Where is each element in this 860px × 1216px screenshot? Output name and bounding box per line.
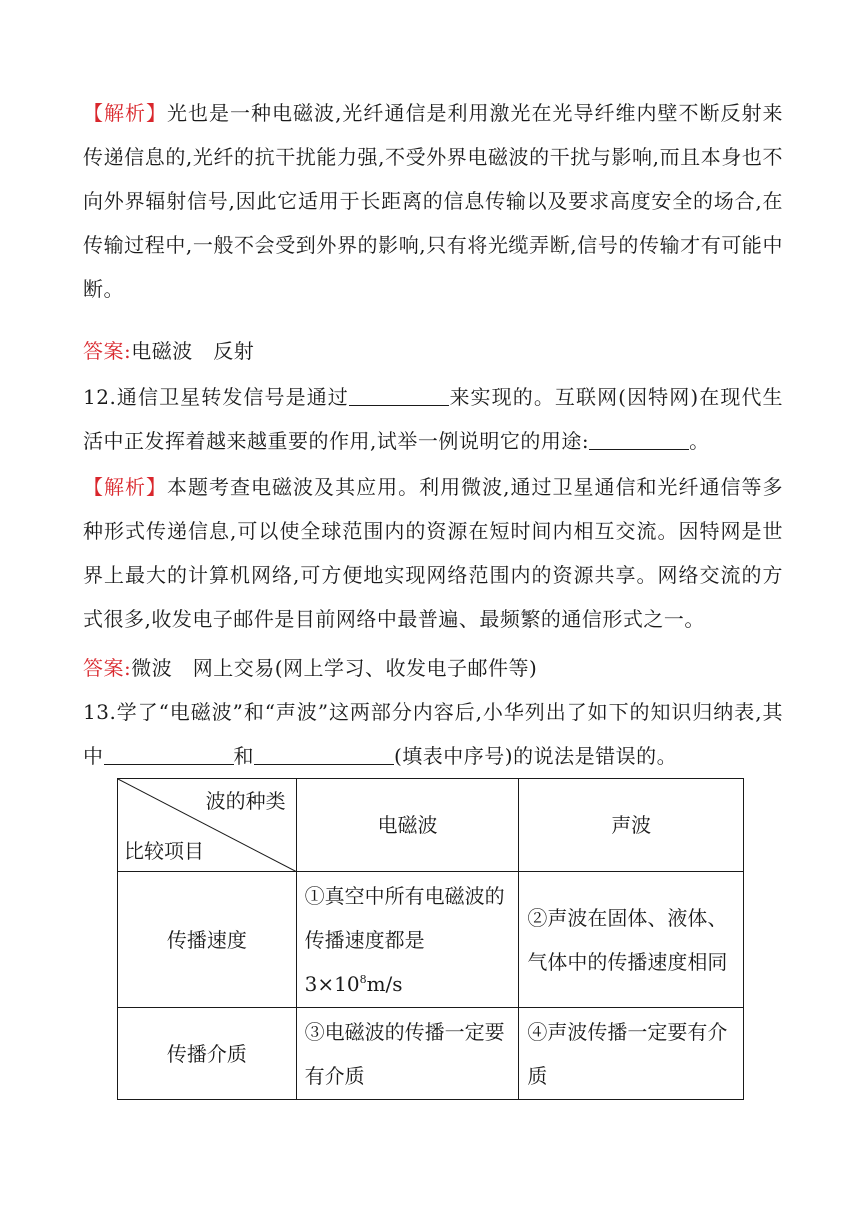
answer-blank-1[interactable]	[349, 381, 449, 406]
analysis-paragraph-11	[83, 91, 783, 311]
question-13-part3: (填表中序号)的说法是错误的。	[394, 744, 678, 768]
answer-text: 微波 网上交易(网上学习、收发电子邮件等)	[131, 656, 538, 680]
table-header-row	[118, 779, 744, 872]
question-12-part3: 。	[689, 429, 710, 453]
row-label-speed: 传播速度	[118, 872, 297, 1008]
analysis-text: 本题考查电磁波及其应用。利用微波,通过卫星通信和光纤通信等多种形式传递信息,可以使全球范围内的资源在短时间内相互交流。因特网是世界上最大的计算机网络,可方便地实现网络范围内的资源共享。网络交流的方式很多,收发电子邮件是目前网络中最普遍、最频繁的通信形式之一。	[83, 475, 784, 631]
row-label-medium: 传播介质	[118, 1008, 297, 1100]
question-12-part2: 来实现的。互联网(因特网)在现代生活中正发挥着越来越重要的作用,试举一例说明它的用途:	[83, 385, 783, 453]
cell-statement-3: ③电磁波的传播一定要有介质	[296, 1008, 519, 1100]
header-compare-item: 比较项目	[124, 839, 204, 863]
statement-1-text: ①真空中所有电磁波的传播速度都是 3×10	[304, 883, 505, 996]
answer-label: 答案:	[83, 656, 132, 680]
question-13-part1: 13.学了“电磁波”和“声波”这两部分内容后,小华列出了如下的知识归纳表,其中	[83, 700, 783, 768]
statement-1-exponent: 8	[359, 972, 367, 986]
statement-1-unit: m/s	[366, 971, 403, 996]
answer-label: 答案:	[83, 339, 132, 363]
answer-blank-2[interactable]	[589, 425, 689, 450]
question-13-part2: 和	[233, 744, 254, 768]
header-sound: 声波	[519, 779, 744, 872]
cell-statement-2: ②声波在固体、液体、气体中的传播速度相同	[519, 872, 744, 1008]
header-wave-type: 波的种类	[205, 789, 286, 813]
analysis-tag: 【解析】	[83, 475, 168, 499]
knowledge-table	[117, 778, 744, 1100]
analysis-tag: 【解析】	[83, 101, 168, 125]
answer-line-12	[83, 646, 783, 690]
diagonal-header-cell	[118, 779, 297, 872]
question-12-part1: 12.通信卫星转发信号是通过	[83, 385, 349, 409]
cell-statement-4: ④声波传播一定要有介质	[519, 1008, 744, 1100]
table-row	[118, 1008, 744, 1100]
question-13	[83, 690, 783, 778]
table-row	[118, 872, 744, 1008]
answer-line-11	[83, 329, 783, 373]
question-12	[83, 375, 783, 463]
header-electromagnetic: 电磁波	[296, 779, 519, 872]
answer-blank-3[interactable]	[104, 740, 234, 765]
cell-statement-1	[296, 872, 519, 1008]
answer-blank-4[interactable]	[254, 740, 394, 765]
analysis-text: 光也是一种电磁波,光纤通信是利用激光在光导纤维内壁不断反射来传递信息的,光纤的抗干扰能力强,不受外界电磁波的干扰与影响,而且本身也不向外界辐射信号,因此它适用于长距离的信息传输以及要求高度安全的场合,在传输过程中,一般不会受到外界的影响,只有将光缆弄断,信号的传输才有可能中断。	[83, 101, 784, 301]
answer-text: 电磁波 反射	[131, 339, 255, 363]
analysis-paragraph-12	[83, 465, 783, 641]
